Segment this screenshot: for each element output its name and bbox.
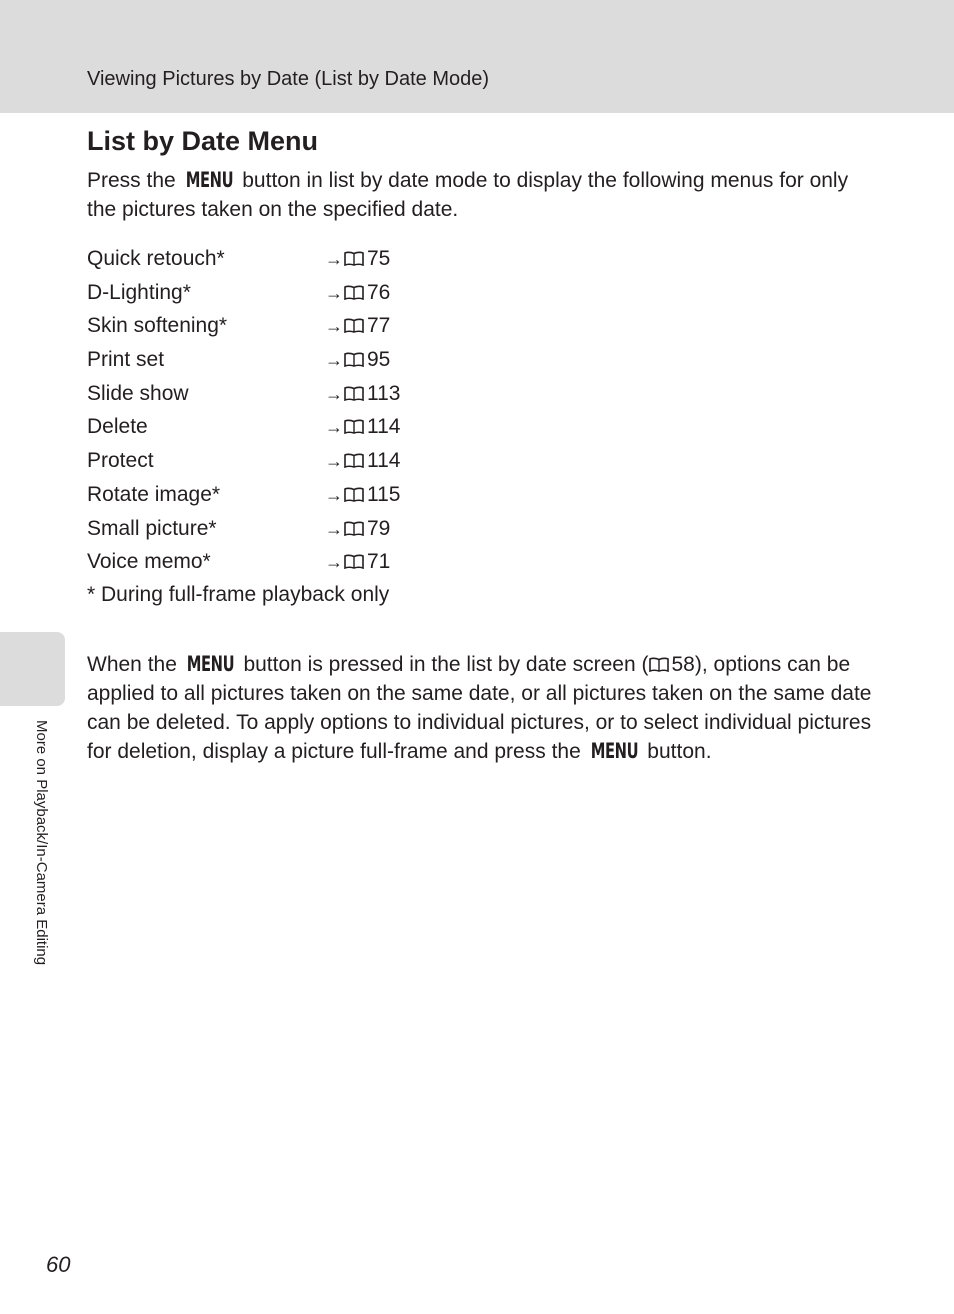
menu-list-item [87, 410, 487, 444]
menu-list-item [87, 444, 487, 478]
body-text-4: button. [641, 740, 712, 763]
menu-item-label: Skin softening* [87, 314, 228, 338]
book-icon [344, 513, 364, 528]
page-header [0, 0, 954, 113]
body-ref-page: 58 [671, 653, 695, 676]
menu-item-label: Delete [87, 415, 148, 439]
page-reference [325, 242, 390, 277]
arrow-right-icon: → [325, 282, 343, 303]
page-number-ref: 114 [367, 415, 401, 439]
body-text-2: button is pressed in the list by date screen ( [237, 653, 649, 676]
page-number-ref: 95 [367, 348, 391, 372]
page-number-ref: 76 [367, 280, 391, 304]
page-number-ref: 75 [367, 247, 391, 270]
menu-list [87, 242, 487, 579]
menu-list-item [87, 343, 487, 377]
page-reference [325, 444, 400, 479]
intro-paragraph [87, 166, 877, 224]
intro-text-before: Press the [87, 169, 182, 192]
book-icon [344, 310, 364, 325]
menu-button-icon: MENU [186, 652, 234, 676]
menu-list-item [87, 478, 487, 512]
page-number-ref: 113 [367, 381, 401, 405]
arrow-right-icon: → [325, 417, 343, 438]
arrow-right-icon: → [325, 451, 343, 472]
menu-item-label: Quick retouch* [87, 247, 225, 270]
book-icon [344, 378, 364, 393]
body-text-1: When the [87, 653, 183, 676]
intro-text-after: button in list by date mode to display the following menus for only the pictures taken on the specified date. [87, 169, 849, 221]
page-reference [325, 478, 400, 513]
page-reference [325, 545, 390, 580]
arrow-right-icon: → [325, 552, 343, 573]
menu-item-label: Voice memo* [87, 550, 211, 574]
arrow-right-icon: → [325, 350, 343, 371]
page-number-ref: 115 [367, 482, 401, 506]
menu-item-label: D-Lighting* [87, 280, 191, 304]
menu-list-item [87, 242, 487, 276]
book-icon [344, 344, 364, 359]
page-number-ref: 77 [367, 314, 391, 338]
menu-list-item [87, 545, 487, 579]
arrow-right-icon: → [325, 518, 343, 539]
page-reference [325, 512, 390, 547]
menu-list-item [87, 276, 487, 310]
chapter-label: More on Playback/In-Camera Editing [33, 720, 50, 966]
page-number-ref: 79 [367, 516, 391, 540]
menu-list-item [87, 309, 487, 343]
book-icon [344, 546, 364, 561]
book-icon [649, 657, 669, 672]
footnote: * During full-frame playback only [87, 583, 390, 606]
book-icon [344, 445, 364, 460]
body-paragraph [87, 650, 877, 766]
section-heading: List by Date Menu [87, 126, 319, 156]
menu-list-item [87, 512, 487, 546]
book-icon [344, 277, 364, 292]
arrow-right-icon: → [325, 484, 343, 505]
book-icon [344, 411, 364, 426]
menu-item-label: Slide show [87, 381, 189, 405]
header-title: Viewing Pictures by Date (List by Date Mode) [87, 68, 490, 90]
page-number: 60 [46, 1252, 71, 1277]
menu-button-icon: MENU [185, 168, 233, 192]
page-number-ref: 114 [367, 449, 401, 473]
menu-item-label: Protect [87, 449, 154, 473]
page-reference [325, 343, 390, 378]
page-reference [325, 410, 400, 445]
menu-list-item [87, 377, 487, 411]
menu-button-icon: MENU [590, 739, 638, 763]
body-text-3: ), options can be applied to all pictures taken on the same date, or all pictures taken on the same date can be deleted. To apply options to individual pictures, or to select individual pictures for deletion, display a picture full-frame and press the [87, 653, 872, 763]
book-icon [344, 479, 364, 494]
menu-item-label: Print set [87, 348, 165, 372]
page-reference [325, 377, 400, 412]
arrow-right-icon: → [325, 383, 343, 404]
menu-item-label: Small picture* [87, 516, 217, 540]
book-icon [344, 243, 364, 258]
arrow-right-icon: → [325, 316, 343, 337]
page-number-ref: 71 [367, 550, 391, 574]
page-reference [325, 309, 390, 344]
page-reference [325, 276, 390, 311]
menu-item-label: Rotate image* [87, 482, 221, 506]
arrow-right-icon: → [325, 249, 343, 269]
chapter-tab [0, 632, 65, 706]
